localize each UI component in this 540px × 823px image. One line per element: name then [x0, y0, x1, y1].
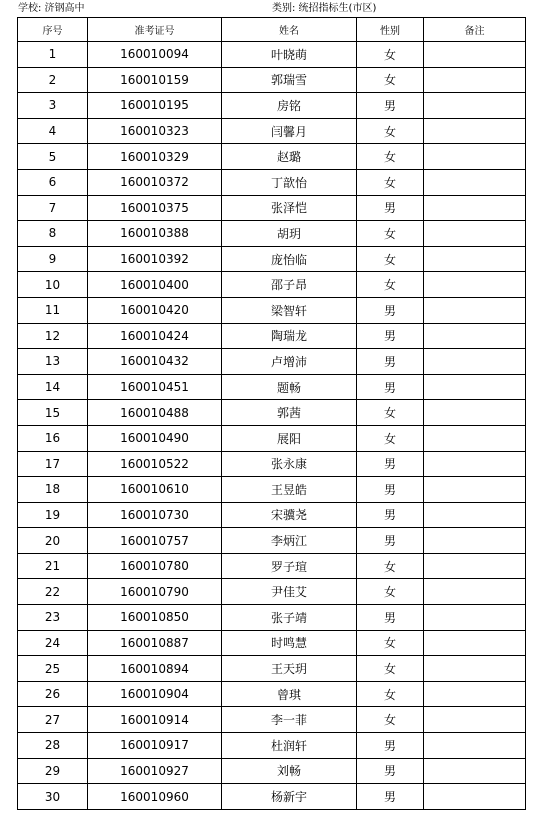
document-header: [0, 2, 540, 16]
cell-seq: 22: [18, 579, 88, 605]
table-row: [18, 579, 526, 605]
cell-seq: 15: [18, 400, 88, 426]
cell-gender: 男: [357, 297, 424, 323]
cell-remark: [424, 605, 526, 631]
cell-seq: 26: [18, 681, 88, 707]
cell-exam-no: 160010490: [88, 425, 222, 451]
table-row: [18, 144, 526, 170]
table-row: [18, 246, 526, 272]
cell-name: 题畅: [222, 374, 357, 400]
cell-exam-no: 160010424: [88, 323, 222, 349]
column-header-exam-no: 准考证号: [88, 18, 222, 42]
cell-exam-no: 160010610: [88, 477, 222, 503]
cell-remark: [424, 451, 526, 477]
cell-exam-no: 160010400: [88, 272, 222, 298]
cell-seq: 10: [18, 272, 88, 298]
cell-gender: 男: [357, 528, 424, 554]
cell-remark: [424, 630, 526, 656]
cell-exam-no: 160010850: [88, 605, 222, 631]
cell-gender: 女: [357, 630, 424, 656]
cell-name: 张子靖: [222, 605, 357, 631]
cell-seq: 27: [18, 707, 88, 733]
cell-seq: 24: [18, 630, 88, 656]
cell-name: 张泽恺: [222, 195, 357, 221]
cell-exam-no: 160010392: [88, 246, 222, 272]
cell-seq: 3: [18, 93, 88, 119]
table-row: [18, 528, 526, 554]
cell-exam-no: 160010887: [88, 630, 222, 656]
table-row: [18, 297, 526, 323]
cell-remark: [424, 579, 526, 605]
cell-seq: 8: [18, 221, 88, 247]
cell-exam-no: 160010329: [88, 144, 222, 170]
cell-remark: [424, 502, 526, 528]
cell-name: 梁智轩: [222, 297, 357, 323]
cell-exam-no: 160010195: [88, 93, 222, 119]
cell-gender: 女: [357, 553, 424, 579]
table-row: [18, 681, 526, 707]
cell-exam-no: 160010094: [88, 42, 222, 68]
cell-exam-no: 160010917: [88, 733, 222, 759]
cell-name: 罗子瑄: [222, 553, 357, 579]
table-row: [18, 169, 526, 195]
table-row: [18, 630, 526, 656]
cell-exam-no: 160010960: [88, 784, 222, 810]
cell-gender: 男: [357, 758, 424, 784]
cell-remark: [424, 374, 526, 400]
cell-gender: 男: [357, 451, 424, 477]
table-row: [18, 400, 526, 426]
cell-remark: [424, 169, 526, 195]
table-row: [18, 118, 526, 144]
table-body: [18, 42, 526, 810]
cell-seq: 5: [18, 144, 88, 170]
cell-gender: 男: [357, 477, 424, 503]
cell-gender: 女: [357, 221, 424, 247]
cell-remark: [424, 144, 526, 170]
cell-name: 赵璐: [222, 144, 357, 170]
cell-seq: 2: [18, 67, 88, 93]
cell-name: 邵子昂: [222, 272, 357, 298]
cell-name: 刘畅: [222, 758, 357, 784]
cell-gender: 女: [357, 707, 424, 733]
cell-exam-no: 160010323: [88, 118, 222, 144]
table-row: [18, 605, 526, 631]
cell-seq: 19: [18, 502, 88, 528]
cell-seq: 6: [18, 169, 88, 195]
cell-name: 丁歆怡: [222, 169, 357, 195]
table-row: [18, 553, 526, 579]
cell-seq: 18: [18, 477, 88, 503]
cell-exam-no: 160010927: [88, 758, 222, 784]
cell-seq: 14: [18, 374, 88, 400]
cell-name: 庞怡临: [222, 246, 357, 272]
school-label: 学校: 济钢高中: [18, 3, 85, 14]
table-row: [18, 425, 526, 451]
student-roster-table: [17, 17, 526, 810]
cell-seq: 9: [18, 246, 88, 272]
cell-gender: 女: [357, 144, 424, 170]
cell-remark: [424, 477, 526, 503]
cell-name: 卢增沛: [222, 349, 357, 375]
table-row: [18, 502, 526, 528]
cell-name: 王昱皓: [222, 477, 357, 503]
category-label: 类别: 统招指标生(市区): [272, 3, 377, 14]
table-row: [18, 67, 526, 93]
cell-exam-no: 160010420: [88, 297, 222, 323]
table-row: [18, 349, 526, 375]
cell-seq: 4: [18, 118, 88, 144]
cell-seq: 7: [18, 195, 88, 221]
cell-name: 李炳江: [222, 528, 357, 554]
cell-name: 叶晓萌: [222, 42, 357, 68]
cell-seq: 17: [18, 451, 88, 477]
cell-name: 郭瑞雪: [222, 67, 357, 93]
cell-remark: [424, 400, 526, 426]
table-row: [18, 221, 526, 247]
cell-remark: [424, 681, 526, 707]
cell-seq: 21: [18, 553, 88, 579]
cell-name: 房铭: [222, 93, 357, 119]
cell-exam-no: 160010894: [88, 656, 222, 682]
cell-name: 杨新宇: [222, 784, 357, 810]
cell-seq: 13: [18, 349, 88, 375]
cell-gender: 女: [357, 425, 424, 451]
cell-seq: 29: [18, 758, 88, 784]
cell-name: 尹佳艾: [222, 579, 357, 605]
table-row: [18, 656, 526, 682]
cell-exam-no: 160010159: [88, 67, 222, 93]
cell-gender: 男: [357, 195, 424, 221]
cell-seq: 12: [18, 323, 88, 349]
cell-gender: 男: [357, 784, 424, 810]
cell-gender: 女: [357, 42, 424, 68]
cell-name: 宋骥尧: [222, 502, 357, 528]
cell-gender: 男: [357, 605, 424, 631]
cell-name: 展阳: [222, 425, 357, 451]
cell-gender: 女: [357, 169, 424, 195]
table-row: [18, 733, 526, 759]
cell-gender: 女: [357, 400, 424, 426]
cell-remark: [424, 323, 526, 349]
cell-exam-no: 160010790: [88, 579, 222, 605]
cell-remark: [424, 528, 526, 554]
cell-gender: 男: [357, 502, 424, 528]
table-row: [18, 477, 526, 503]
cell-seq: 1: [18, 42, 88, 68]
cell-name: 张永康: [222, 451, 357, 477]
cell-name: 郭茜: [222, 400, 357, 426]
cell-remark: [424, 93, 526, 119]
cell-exam-no: 160010388: [88, 221, 222, 247]
table-row: [18, 707, 526, 733]
cell-remark: [424, 425, 526, 451]
cell-exam-no: 160010914: [88, 707, 222, 733]
table-header: [18, 18, 526, 42]
cell-remark: [424, 42, 526, 68]
cell-remark: [424, 195, 526, 221]
cell-exam-no: 160010780: [88, 553, 222, 579]
cell-remark: [424, 758, 526, 784]
table-row: [18, 272, 526, 298]
table-row: [18, 323, 526, 349]
column-header-seq: 序号: [18, 18, 88, 42]
table-row: [18, 758, 526, 784]
table-row: [18, 93, 526, 119]
cell-seq: 30: [18, 784, 88, 810]
cell-seq: 25: [18, 656, 88, 682]
cell-name: 时鸣慧: [222, 630, 357, 656]
cell-gender: 女: [357, 67, 424, 93]
cell-name: 闫馨月: [222, 118, 357, 144]
cell-exam-no: 160010451: [88, 374, 222, 400]
cell-gender: 男: [357, 93, 424, 119]
cell-remark: [424, 707, 526, 733]
cell-gender: 女: [357, 579, 424, 605]
cell-exam-no: 160010488: [88, 400, 222, 426]
table-row: [18, 784, 526, 810]
cell-remark: [424, 784, 526, 810]
cell-seq: 20: [18, 528, 88, 554]
cell-exam-no: 160010904: [88, 681, 222, 707]
cell-remark: [424, 246, 526, 272]
cell-seq: 16: [18, 425, 88, 451]
table-row: [18, 374, 526, 400]
cell-remark: [424, 553, 526, 579]
cell-exam-no: 160010757: [88, 528, 222, 554]
table-row: [18, 195, 526, 221]
cell-gender: 男: [357, 349, 424, 375]
cell-seq: 23: [18, 605, 88, 631]
cell-exam-no: 160010730: [88, 502, 222, 528]
cell-remark: [424, 272, 526, 298]
cell-remark: [424, 67, 526, 93]
cell-gender: 女: [357, 656, 424, 682]
cell-seq: 28: [18, 733, 88, 759]
cell-remark: [424, 733, 526, 759]
cell-gender: 男: [357, 733, 424, 759]
column-header-remark: 备注: [424, 18, 526, 42]
cell-name: 胡玥: [222, 221, 357, 247]
cell-exam-no: 160010372: [88, 169, 222, 195]
cell-exam-no: 160010432: [88, 349, 222, 375]
cell-exam-no: 160010375: [88, 195, 222, 221]
cell-name: 杜润轩: [222, 733, 357, 759]
cell-remark: [424, 118, 526, 144]
cell-remark: [424, 297, 526, 323]
table-row: [18, 451, 526, 477]
cell-gender: 男: [357, 323, 424, 349]
header-row: [18, 18, 526, 42]
cell-gender: 女: [357, 272, 424, 298]
cell-remark: [424, 656, 526, 682]
cell-remark: [424, 349, 526, 375]
table-row: [18, 42, 526, 68]
cell-name: 王天玥: [222, 656, 357, 682]
cell-name: 李一菲: [222, 707, 357, 733]
cell-exam-no: 160010522: [88, 451, 222, 477]
cell-remark: [424, 221, 526, 247]
cell-gender: 男: [357, 374, 424, 400]
cell-gender: 女: [357, 246, 424, 272]
cell-seq: 11: [18, 297, 88, 323]
cell-gender: 女: [357, 118, 424, 144]
column-header-name: 姓名: [222, 18, 357, 42]
cell-name: 陶瑞龙: [222, 323, 357, 349]
cell-gender: 女: [357, 681, 424, 707]
column-header-gender: 性别: [357, 18, 424, 42]
cell-name: 曾琪: [222, 681, 357, 707]
